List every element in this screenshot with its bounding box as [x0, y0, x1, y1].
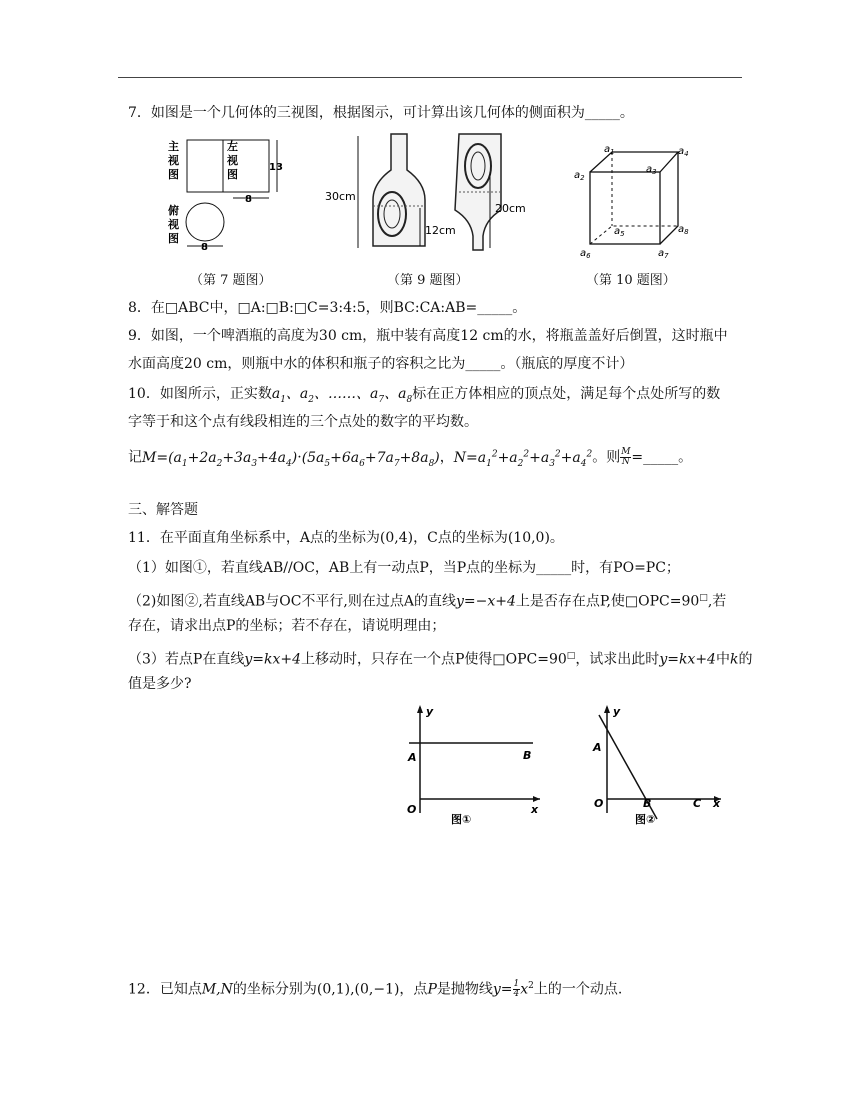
- svg-text:y: y: [613, 705, 621, 718]
- figure-11-2: [585, 703, 725, 833]
- header-rule: [118, 77, 742, 78]
- svg-text:视: 视: [227, 154, 238, 167]
- top-view-label-1: 俯: [168, 204, 179, 217]
- vertex-a5: $a_5$: [614, 226, 625, 238]
- vertex-a3: $a_3$: [646, 164, 657, 176]
- top-view-circle: [186, 203, 224, 241]
- cube-hidden-edges: [590, 226, 678, 244]
- question-11-part-2: （2)如图②,若直线AB与OC不平行,则在过点A的直线y=−x+4上是否存在点P,使□OPC=90□,若: [128, 593, 727, 610]
- question-11-part-3: （3）若点P在直线y=kx+4上移动时，只存在一个点P使得□OPC=90□，试求出此时y=kx+4中k的: [128, 651, 753, 668]
- label-30cm: 30cm: [325, 190, 356, 203]
- svg-text:图: 图: [168, 232, 179, 245]
- front-view-label-1: 主: [168, 140, 179, 153]
- label-12cm: 12cm: [425, 224, 456, 237]
- dim-width-label: 8: [245, 194, 252, 205]
- figure-11-1: [395, 703, 545, 833]
- question-11-part-1: （1）如图①，若直线AB//OC，AB上有一动点P，当P点的坐标为_____时，有PO=PC；: [128, 560, 680, 576]
- bottle-inverted: [455, 134, 501, 250]
- figure-9-caption: （第 9 题图）: [387, 273, 469, 288]
- svg-text:x: x: [531, 803, 539, 816]
- question-10-line-3: 记$M=(a_1+2a_2+3a_3+4a_4)\cdot(5a_5+6a_6+7a_7+8a_8)$，$N=a_1^2+a_2^2+a_3^2+a_4^2$。则 $\frac{M}{N}$ =_____。: [128, 447, 693, 469]
- vertex-a6: $a_6$: [580, 248, 591, 260]
- svg-text:y: y: [426, 705, 434, 718]
- figure-10-caption: （第 10 题图）: [586, 273, 676, 288]
- svg-text:A: A: [408, 751, 417, 764]
- question-7: 7．如图是一个几何体的三视图，根据图示，可计算出该几何体的侧面积为_____。: [128, 105, 634, 121]
- question-9-line-2: 水面高度20 cm，则瓶中水的体积和瓶子的容积之比为_____。（瓶底的厚度不计）: [128, 356, 634, 372]
- svg-text:A: A: [593, 741, 602, 754]
- svg-text:B: B: [643, 797, 652, 810]
- label-20cm: 20cm: [495, 202, 526, 215]
- figure-11-1-caption: 图①: [451, 813, 472, 826]
- svg-text:B: B: [523, 749, 532, 762]
- svg-text:C: C: [693, 797, 702, 810]
- question-9-line-1: 9．如图，一个啤酒瓶的高度为30 cm，瓶中装有高度12 cm的水，将瓶盖盖好后倒置，这时瓶中: [128, 328, 728, 344]
- question-10-line-2: 字等于和这个点有线段相连的三个点处的数字的平均数。: [128, 414, 478, 430]
- section-3-title: 三、解答题: [128, 502, 198, 518]
- dim-height-label: 13: [269, 162, 283, 173]
- vertex-a1: $a_1$: [604, 144, 615, 156]
- figure-7-three-views: [165, 132, 285, 250]
- svg-text:图: 图: [168, 168, 179, 181]
- front-view-rect: [187, 140, 223, 192]
- figure-11-2-caption: 图②: [635, 813, 656, 826]
- vertex-a7: $a_7$: [658, 248, 669, 260]
- svg-text:视: 视: [168, 218, 179, 231]
- cube-front-face: [590, 172, 660, 244]
- figure-9-bottles: [325, 128, 530, 256]
- svg-text:视: 视: [168, 154, 179, 167]
- svg-text:O: O: [594, 797, 604, 810]
- dim-diameter-label: 8: [201, 242, 208, 250]
- vertex-a8: $a_8$: [678, 224, 689, 236]
- question-10-line-1: 10．如图所示，正实数$a_1$、$a_2$、……、$a_7$、$a_8$标在正方体相应的顶点处，满足每个点处所写的数: [128, 386, 721, 405]
- left-view-label-1: 左: [227, 140, 238, 153]
- question-11-intro: 11．在平面直角坐标系中，A点的坐标为(0,4)，C点的坐标为(10,0)。: [128, 530, 564, 546]
- svg-text:O: O: [407, 803, 417, 816]
- question-11-part-2-line-2: 存在，请求出点P的坐标；若不存在，请说明理由；: [128, 618, 446, 634]
- figure-7-caption: （第 7 题图）: [190, 273, 272, 288]
- vertex-a4: $a_4$: [678, 146, 689, 158]
- svg-text:x: x: [713, 797, 721, 810]
- vertex-a2: $a_2$: [574, 170, 585, 182]
- question-8: 8．在□ABC中，□A:□B:□C=3:4:5，则BC:CA:AB=_____。: [128, 300, 527, 316]
- figure-10-cube: [570, 138, 700, 260]
- question-12: 12．已知点M,N的坐标分别为(0,1),(0,−1)，点P是抛物线y= $\frac{1}{4}$ $x^2$上的一个动点.: [128, 979, 623, 1000]
- question-11-part-3-line-2: 值是多少?: [128, 676, 192, 692]
- svg-text:图: 图: [227, 168, 238, 181]
